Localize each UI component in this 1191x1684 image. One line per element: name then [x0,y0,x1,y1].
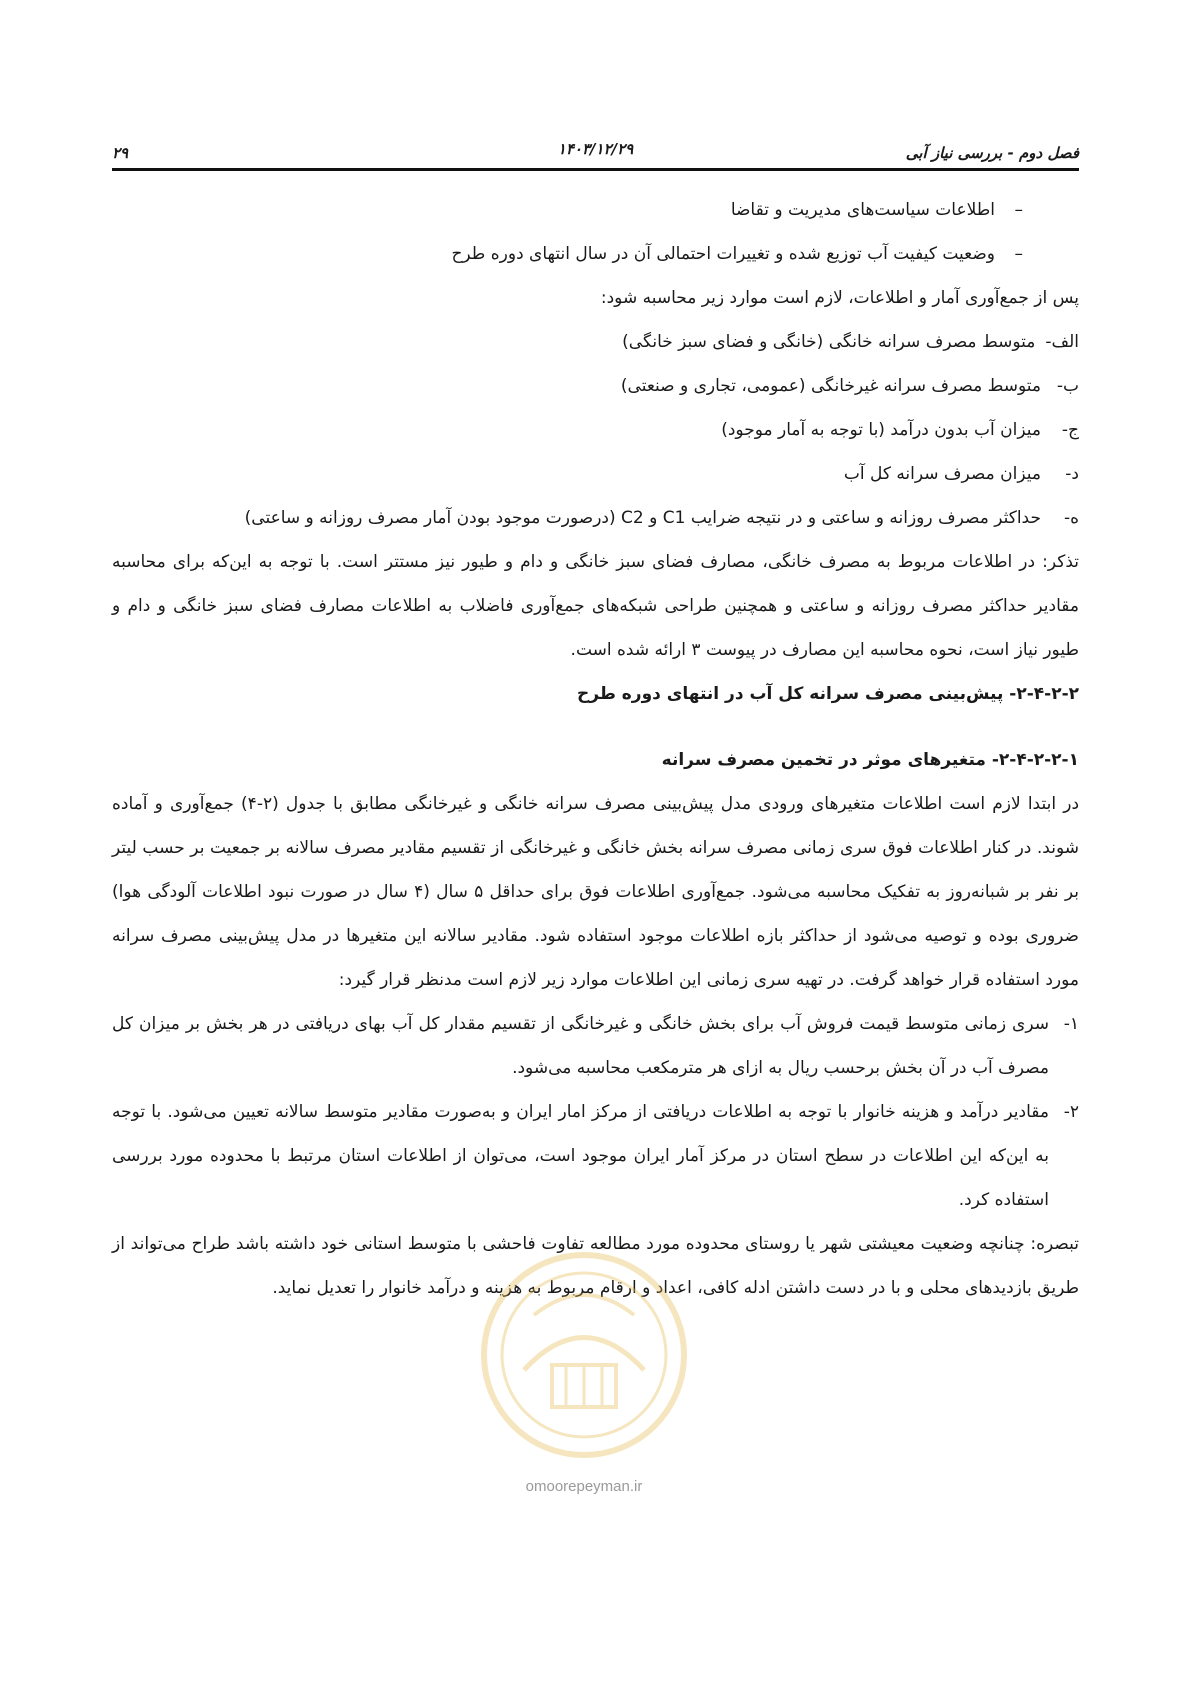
item-number: ۲- [1063,1102,1079,1122]
item-label: الف- [1045,332,1079,352]
item-number: ۱- [1063,1014,1079,1034]
item-text: میزان مصرف سرانه کل آب [843,464,1041,484]
bullet-text: اطلاعات سیاست‌های مدیریت و تقاضا [730,200,995,220]
item-text: متوسط مصرف سرانه غیرخانگی (عمومی، تجاری و صنعتی) [620,376,1041,396]
bullet-text: وضعیت کیفیت آب توزیع شده و تغییرات احتمالی آن در سال انتهای دوره طرح [451,244,995,264]
header-rule [112,168,1079,171]
bullet-item [112,188,1079,232]
bullet-dash: – [1014,244,1023,264]
running-header [112,128,1079,162]
item-text: متوسط مصرف سرانه خانگی (خانگی و فضای سبز خانگی) [622,332,1036,352]
header-date: ۱۴۰۳/۱۲/۲۹ [557,140,634,158]
section-heading: ۲-۴-۲-۲- پیش‌بینی مصرف سرانه کل آب در انتهای دوره طرح [577,684,1079,704]
lettered-item [112,452,1079,496]
bullet-item [112,232,1079,276]
bullet-dash: – [1014,200,1023,220]
numbered-item [112,1002,1079,1090]
item-label: ب- [1056,376,1079,396]
lettered-item [112,496,1079,540]
numbered-item [112,1090,1079,1222]
lettered-item [112,408,1079,452]
note-paragraph: تذکر: در اطلاعات مربوط به مصرف خانگی، مصارف فضای سبز خانگی و دام و طیور نیز مستتر است. با توجه به این‌که برای محاسبه مقادیر حداکثر مصرف روزانه و ساعتی و همچنین طراحی شبکه‌های جمع‌آوری فاضلاب به اطلاعات مصارف فضای سبز خانگی و دام و طیور نیاز است، نحوه محاسبه این مصارف در پیوست ۳ ارائه شده است. [112,552,1079,660]
item-text: مقادیر درآمد و هزینه خانوار با توجه به اطلاعات دریافتی از مرکز امار ایران و به‌صورت مقادیر متوسط سالانه تعیین می‌شود. با توجه به این‌که این اطلاعات در سطح استان در مرکز آمار ایران موجود است، می‌توان از اطلاعات استان مرتبط با محدوده مورد بررسی استفاده کرد. [112,1102,1049,1210]
page-number: ۲۹ [112,144,129,162]
page-body [112,188,1079,1310]
watermark-url: omoorepeyman.ir [525,1478,643,1495]
body-paragraph: در ابتدا لازم است اطلاعات متغیرهای ورودی مدل پیش‌بینی مصرف سرانه خانگی و غیرخانگی مطابق با جدول (۲-۴) جمع‌آوری و آماده شوند. در کنار اطلاعات فوق سری زمانی مصرف سرانه بخش خانگی و غیرخانگی از تقسیم مقادیر مصرف سالانه بر جمعیت بر حسب لیتر بر نفر بر شبانه‌روز به تفکیک محاسبه می‌شود. جمع‌آوری اطلاعات فوق برای حداقل ۵ سال (۴ سال در صورت نبود اطلاعات آلودگی هوا) ضروری بوده و توصیه می‌شود از حداکثر بازه اطلاعات موجود استفاده شود. مقادیر سالانه این متغیرها در مدل پیش‌بینی مصرف سرانه مورد استفاده قرار خواهد گرفت. در تهیه سری زمانی این اطلاعات موارد زیر لازم است مدنظر قرار گیرد: [112,794,1080,990]
item-label: د- [1065,464,1079,484]
remark-paragraph: تبصره: چنانچه وضعیت معیشتی شهر یا روستای محدوده مورد مطالعه تفاوت فاحشی با متوسط استانی خود داشته باشد طراح می‌تواند از طریق بازدیدهای محلی و با در دست داشتن ادله کافی، اعداد و ارقام مربوط به هزینه و درآمد خانوار را تعدیل نماید. [112,1234,1079,1298]
lettered-item [112,364,1079,408]
chapter-title: فصل دوم - بررسی نیاز آبی [905,144,1079,162]
lettered-item [112,320,1079,364]
item-label: ج- [1061,420,1079,440]
subsection-heading: ۲-۴-۲-۲-۱- متغیرهای موثر در تخمین مصرف سرانه [661,750,1079,770]
item-text: حداکثر مصرف روزانه و ساعتی و در نتیجه ضرایب C1 و C2 (درصورت موجود بودن آمار مصرف روزانه و ساعتی) [244,508,1041,528]
intro-text: پس از جمع‌آوری آمار و اطلاعات، لازم است موارد زیر محاسبه شود: [600,288,1079,308]
item-label: ه- [1063,508,1079,528]
item-text: سری زمانی متوسط قیمت فروش آب برای بخش خانگی و غیرخانگی از تقسیم مقدار کل آب بهای دریافتی در هر بخش بر میزان کل مصرف آب در آن بخش برحسب ریال به ازای هر مترمکعب محاسبه می‌شود. [112,1014,1049,1078]
item-text: میزان آب بدون درآمد (با توجه به آمار موجود) [721,420,1041,440]
